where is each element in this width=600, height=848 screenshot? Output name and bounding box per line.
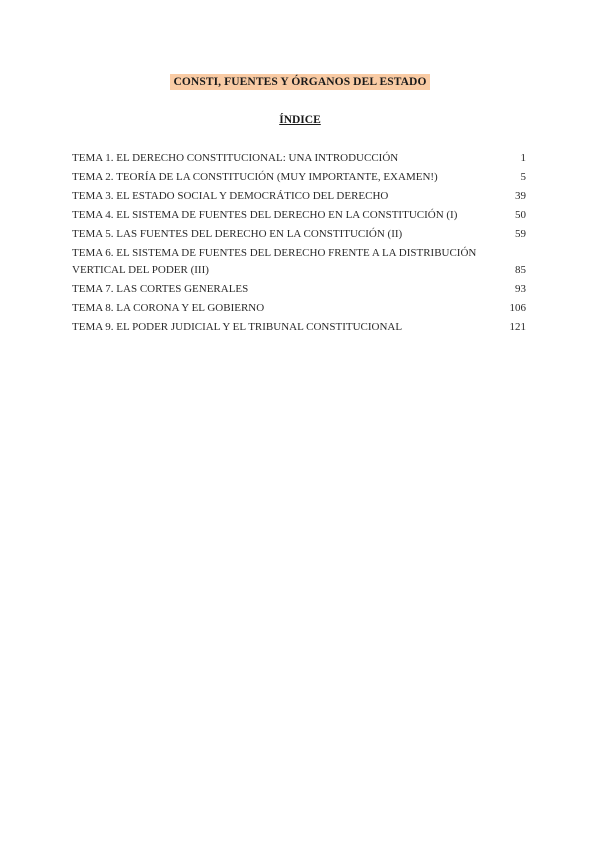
toc-entry[interactable]: [72, 169, 526, 186]
toc-entry-title: TEMA 2. TEORÍA DE LA CONSTITUCIÓN (MUY IMPORTANTE, EXAMEN!): [72, 171, 438, 183]
toc-entry-title: TEMA 3. EL ESTADO SOCIAL Y DEMOCRÁTICO DEL DERECHO: [72, 190, 389, 202]
toc-entry-page: 93: [515, 283, 526, 295]
toc-entry[interactable]: [72, 226, 526, 243]
toc-entry[interactable]: [72, 150, 526, 167]
toc-entry-page: 1: [520, 152, 526, 164]
toc-entry-page: 50: [515, 209, 526, 221]
table-of-contents: [72, 150, 526, 338]
toc-entry[interactable]: [72, 281, 526, 298]
toc-entry[interactable]: [72, 207, 526, 224]
toc-entry-title: TEMA 8. LA CORONA Y EL GOBIERNO: [72, 302, 265, 314]
toc-entry-page: 85: [515, 264, 526, 276]
toc-entry-title: TEMA 6. EL SISTEMA DE FUENTES DEL DERECHO FRENTE A LA DISTRIBUCIÓN VERTICAL DEL PODER (III): [72, 247, 477, 276]
toc-entry-page: 106: [509, 302, 526, 314]
toc-entry-title: TEMA 4. EL SISTEMA DE FUENTES DEL DERECHO EN LA CONSTITUCIÓN (I): [72, 209, 458, 221]
document-title-wrapper: [0, 72, 600, 90]
toc-entry-page: 59: [515, 228, 526, 240]
document-title: CONSTI, FUENTES Y ÓRGANOS DEL ESTADO: [170, 74, 429, 90]
toc-entry[interactable]: [72, 300, 526, 317]
toc-entry-title: TEMA 5. LAS FUENTES DEL DERECHO EN LA CONSTITUCIÓN (II): [72, 228, 403, 240]
toc-entry-page: 39: [515, 190, 526, 202]
toc-entry[interactable]: [72, 188, 526, 205]
toc-entry-title: TEMA 1. EL DERECHO CONSTITUCIONAL: UNA INTRODUCCIÓN: [72, 152, 399, 164]
index-heading-wrapper: [0, 110, 600, 128]
toc-entry-title: TEMA 9. EL PODER JUDICIAL Y EL TRIBUNAL CONSTITUCIONAL: [72, 321, 403, 333]
toc-entry-page: 121: [509, 321, 526, 333]
toc-entry[interactable]: [72, 319, 526, 336]
toc-entry-page: 5: [520, 171, 526, 183]
index-heading: ÍNDICE: [279, 114, 321, 126]
toc-entry-title: TEMA 7. LAS CORTES GENERALES: [72, 283, 249, 295]
toc-entry[interactable]: [72, 245, 526, 279]
